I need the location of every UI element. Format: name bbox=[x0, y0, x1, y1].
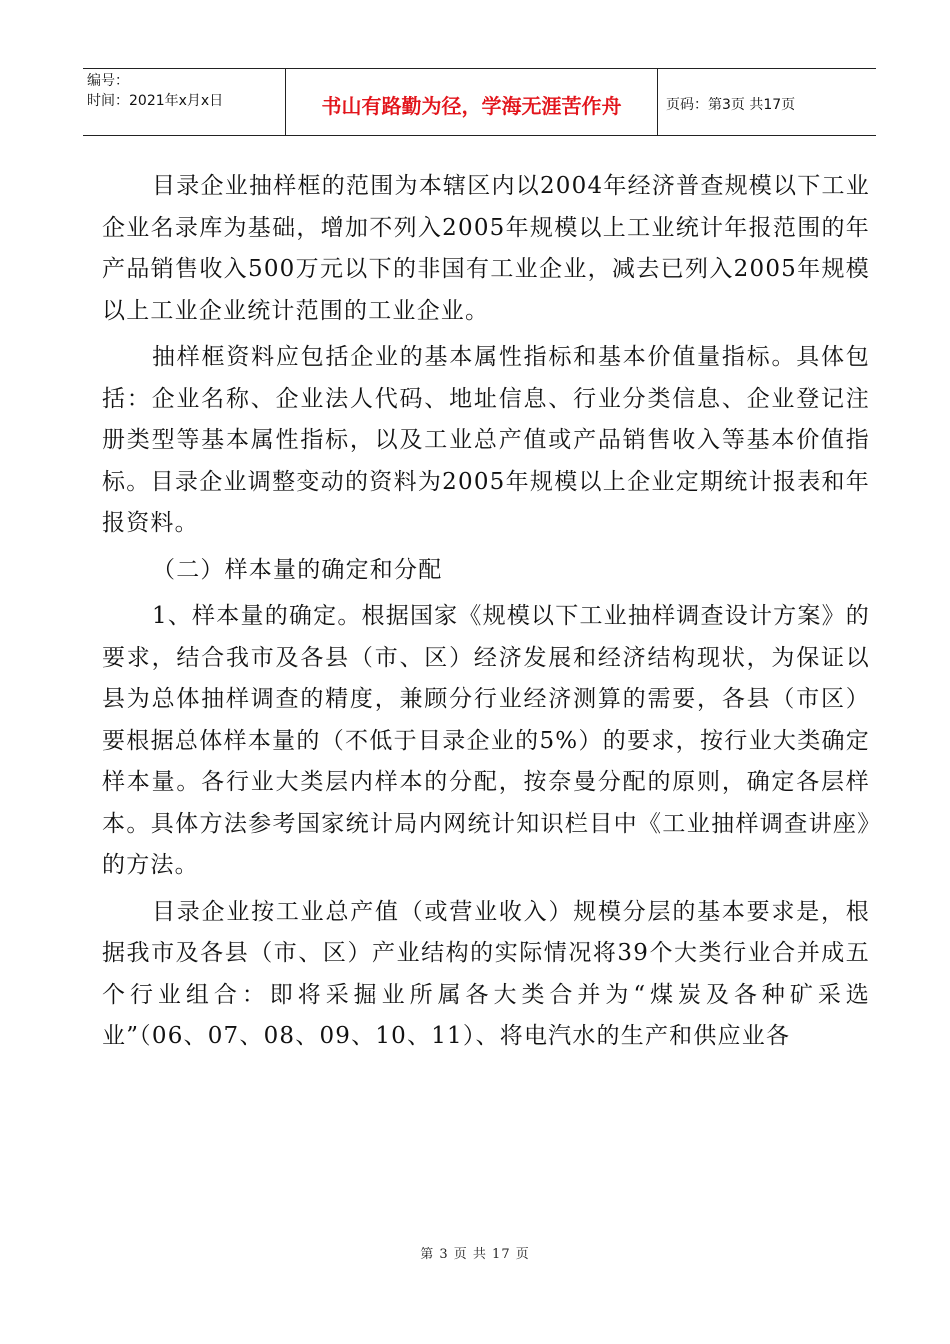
header-meta-cell bbox=[83, 69, 286, 135]
document-time-label: 时间：2021年x月x日 bbox=[87, 93, 224, 109]
document-number-label: 编号： bbox=[87, 73, 129, 89]
page-footer: 第 3 页 共 17 页 bbox=[420, 1247, 530, 1262]
header-page-cell bbox=[658, 69, 876, 135]
document-header bbox=[83, 68, 876, 136]
paragraph-sampling-frame-scope: 目录企业抽样框的范围为本辖区内以2004年经济普查规模以下工业企业名录库为基础，增加不列入2005年规模以上工业统计年报范围的年产品销售收入500万元以下的非国有工业企业，减去已列入2005年规模以上工业企业统计范围的工业企业。 bbox=[102, 173, 870, 324]
header-motto: 书山有路勤为径，学海无涯苦作舟 bbox=[321, 93, 622, 118]
paragraph-sample-size-determination: 1、样本量的确定。根据国家《规模以下工业抽样调查设计方案》的要求，结合我市及各县（市、区）经济发展和经济结构现状，为保证以县为总体抽样调查的精度，兼顾分行业经济测算的需要，各县（市区）要根据总体样本量的（不低于目录企业的5%）的要求，按行业大类确定样本量。各行业大类层内样本的分配，按奈曼分配的原则，确定各层样本。具体方法参考国家统计局内网统计知识栏目中《工业抽样调查讲座》的方法。 bbox=[102, 603, 870, 878]
document-body bbox=[102, 166, 870, 1063]
paragraph-sampling-frame-data: 抽样框资料应包括企业的基本属性指标和基本价值量指标。具体包括：企业名称、企业法人代码、地址信息、行业分类信息、企业登记注册类型等基本属性指标，以及工业总产值或产品销售收入等基本价值指标。目录企业调整变动的资料为2005年规模以上企业定期统计报表和年报资料。 bbox=[102, 344, 870, 536]
section-heading-sample-size: （二）样本量的确定和分配 bbox=[152, 556, 443, 583]
paragraph-stratification-requirements: 目录企业按工业总产值（或营业收入）规模分层的基本要求是，根据我市及各县（市、区）产业结构的实际情况将39个大类行业合并成五个行业组合：即将采掘业所属各大类合并为“煤炭及各种矿采选业”（06、07、08、09、10、11）、将电汽水的生产和供应业各 bbox=[102, 898, 870, 1049]
header-motto-cell bbox=[286, 69, 658, 135]
header-page-info: 页码：第3页 共17页 bbox=[666, 97, 796, 113]
